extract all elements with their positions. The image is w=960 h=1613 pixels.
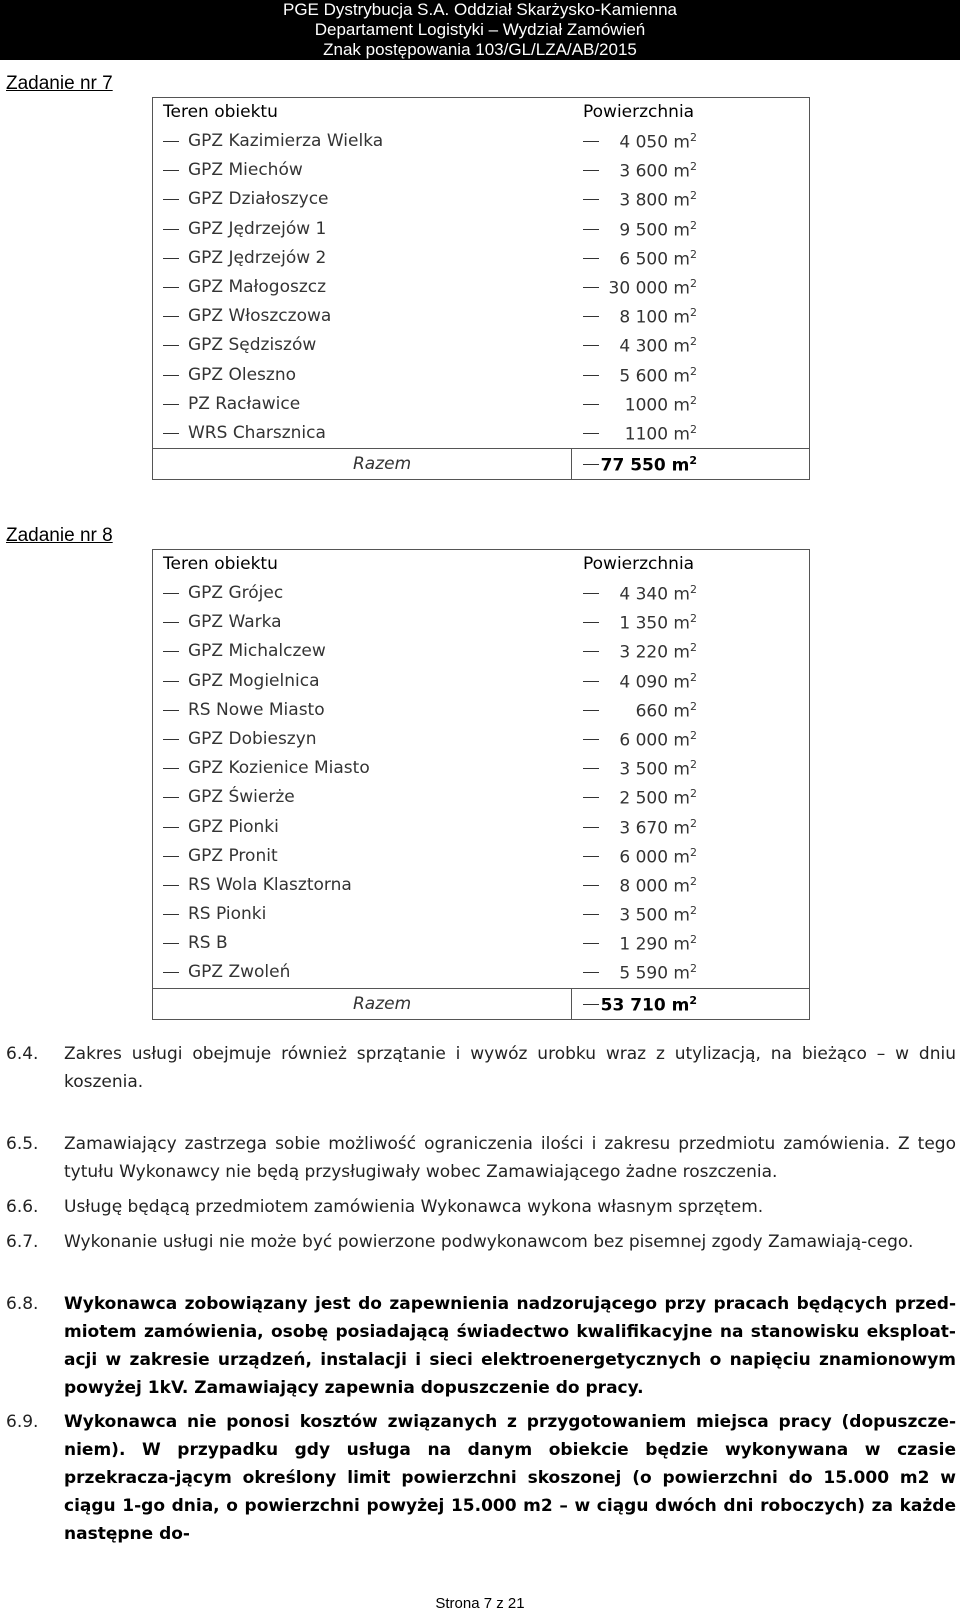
site-area: 3 220 $m^2$ (619, 641, 697, 664)
dash-mark (163, 622, 179, 623)
site-area: 3 800 $m^2$ (619, 189, 697, 212)
table-row (153, 215, 809, 244)
paragraph-text: Usługę będącą przedmiotem zamówienia Wykonawca wykona własnym sprzętem. (64, 1197, 764, 1217)
dash-mark (583, 287, 599, 288)
table-row (153, 667, 809, 696)
table-row (153, 331, 809, 360)
page-footer: Strona 7 z 21 (435, 1595, 525, 1612)
site-name: GPZ Włoszczowa (188, 306, 332, 327)
table-row (153, 813, 809, 842)
total-label: Razem (353, 993, 412, 1014)
column-header-site: Teren obiektu (163, 102, 278, 122)
site-name: GPZ Miechów (188, 160, 303, 181)
site-area: 8 100 $m^2$ (619, 306, 697, 328)
total-value: 77 550 $m^2$ (600, 454, 697, 476)
site-area: 1 350 $m^2$ (619, 612, 697, 634)
site-area: 30 000 $m^2$ (608, 276, 697, 299)
site-name: GPZ Mogielnica (188, 670, 320, 691)
dash-mark (583, 1004, 599, 1005)
dash-mark (583, 375, 599, 376)
dash-mark (583, 141, 599, 142)
header-reference: Znak postępowania 103/GL/LZA/AB/2015 (323, 40, 637, 59)
paragraph-number: 6.9. (6, 1412, 39, 1432)
total-value: 53 710 $m^2$ (600, 993, 697, 1016)
paragraph-6-7 (6, 1228, 956, 1256)
task7-label: Zadanie nr 7 (6, 73, 113, 94)
dash-mark (163, 943, 179, 944)
paragraph-number: 6.7. (6, 1232, 39, 1252)
total-row (153, 448, 809, 479)
dash-mark (583, 943, 599, 944)
dash-mark (583, 972, 599, 973)
paragraph-number: 6.5. (6, 1134, 39, 1154)
site-area: 4 340 $m^2$ (619, 583, 697, 605)
table-row (153, 156, 809, 185)
dash-mark (583, 404, 599, 405)
dash-mark (163, 170, 179, 171)
dash-mark (163, 375, 179, 376)
dash-mark (583, 856, 599, 857)
site-name: GPZ Jędrzejów 2 (188, 247, 327, 268)
header-company: PGE Dystrybucja S.A. Oddział Skarżysko-Kamienna (283, 0, 677, 19)
dash-mark (163, 651, 179, 652)
dash-mark (163, 316, 179, 317)
dash-mark (163, 972, 179, 973)
task7-rows (153, 127, 809, 448)
site-name: GPZ Zwoleń (188, 962, 291, 983)
dash-mark (583, 316, 599, 317)
paragraph-text: Wykonanie usługi nie może być powierzone podwykonawcom bez pisemnej zgody Zamawiają-cego. (64, 1232, 914, 1252)
dash-mark (583, 914, 599, 915)
paragraph-6-4 (6, 1040, 956, 1096)
task8-table (152, 549, 810, 1020)
site-name: GPZ Pronit (188, 845, 278, 866)
table-row (153, 579, 809, 608)
paragraph-number: 6.4. (6, 1044, 39, 1064)
site-name: GPZ Warka (188, 612, 282, 633)
paragraph-6-9 (6, 1408, 956, 1548)
dash-mark (163, 593, 179, 594)
paragraph-text: Wykonawca nie ponosi kosztów związanych z przygotowaniem miejsca pracy (dopuszcze-niem). W przypadku gdy usługa na danym obiekcie będzie wykonywana w czasie przekracza-jącym określony limit powierzchni skoszonej (o powierzchni do 15.000 m2 w ciągu 1-go dnia, o powierzchni powyżej 15.000 m2 – w ciągu dwóch dni roboczych) za każde następne do- (64, 1412, 956, 1544)
task8-label: Zadanie nr 8 (6, 525, 113, 546)
dash-mark (583, 827, 599, 828)
dash-mark (583, 885, 599, 886)
site-name: RS Nowe Miasto (188, 699, 325, 720)
site-name: RS Wola Klasztorna (188, 874, 352, 895)
table-row (153, 900, 809, 929)
dash-mark (583, 622, 599, 623)
site-name: GPZ Świerże (188, 787, 295, 808)
dash-mark (583, 199, 599, 200)
task8-rows (153, 579, 809, 988)
paragraph-number: 6.8. (6, 1294, 39, 1314)
table-row (153, 302, 809, 331)
dash-mark (163, 797, 179, 798)
task7-table (152, 97, 810, 480)
total-row (153, 988, 809, 1019)
dash-mark (163, 287, 179, 288)
column-divider (571, 449, 572, 479)
dash-mark (163, 433, 179, 434)
dash-mark (583, 464, 599, 465)
site-area: 1000 $m^2$ (624, 393, 697, 416)
site-area: 3 670 $m^2$ (619, 816, 697, 839)
dash-mark (583, 797, 599, 798)
table-header (153, 550, 809, 579)
dash-mark (163, 345, 179, 346)
column-header-area: Powierzchnia (583, 102, 695, 122)
site-area: 1100 $m^2$ (624, 422, 697, 445)
dash-mark (163, 768, 179, 769)
column-divider (571, 989, 572, 1019)
paragraph-6-5 (6, 1130, 956, 1186)
table-row (153, 958, 809, 987)
site-area: 1 290 $m^2$ (619, 933, 697, 955)
dash-mark (583, 170, 599, 171)
site-area: 6 500 $m^2$ (619, 247, 697, 270)
table-row (153, 783, 809, 812)
dash-mark (583, 258, 599, 259)
table-row (153, 929, 809, 958)
site-name: GPZ Małogoszcz (188, 276, 327, 297)
dash-mark (583, 593, 599, 594)
site-area: 9 500 $m^2$ (619, 218, 697, 241)
column-header-site: Teren obiektu (163, 554, 278, 574)
dash-mark (163, 885, 179, 886)
site-area: 6 000 $m^2$ (619, 845, 697, 868)
table-row (153, 754, 809, 783)
site-area: 5 590 $m^2$ (619, 962, 697, 985)
table-row (153, 273, 809, 302)
dash-mark (583, 710, 599, 711)
site-area: 4 090 $m^2$ (619, 670, 697, 693)
site-area: 2 500 $m^2$ (619, 787, 697, 809)
paragraph-6-6 (6, 1193, 956, 1221)
dash-mark (163, 710, 179, 711)
site-area: 4 050 $m^2$ (619, 131, 697, 153)
dash-mark (583, 433, 599, 434)
site-area: 5 600 $m^2$ (619, 364, 697, 387)
dash-mark (163, 739, 179, 740)
table-row (153, 871, 809, 900)
dash-mark (583, 739, 599, 740)
document-header (0, 0, 960, 60)
paragraph-number: 6.6. (6, 1197, 39, 1217)
site-name: GPZ Kazimierza Wielka (188, 131, 384, 151)
site-name: GPZ Oleszno (188, 364, 296, 385)
table-row (153, 361, 809, 390)
table-row (153, 696, 809, 725)
site-area: 6 000 $m^2$ (619, 728, 697, 751)
table-row (153, 608, 809, 637)
dash-mark (583, 768, 599, 769)
dash-mark (163, 404, 179, 405)
site-name: GPZ Kozienice Miasto (188, 758, 370, 779)
dash-mark (163, 199, 179, 200)
site-name: GPZ Grójec (188, 583, 284, 603)
dash-mark (583, 651, 599, 652)
site-name: GPZ Sędziszów (188, 335, 317, 356)
dash-mark (163, 827, 179, 828)
column-header-area: Powierzchnia (583, 554, 695, 574)
paragraph-text: Zakres usługi obejmuje również sprzątanie i wywóz urobku wraz z utylizacją, na bieżąco – w dniu koszenia. (64, 1044, 956, 1092)
site-name: GPZ Jędrzejów 1 (188, 218, 327, 239)
table-row (153, 842, 809, 871)
table-row (153, 419, 809, 448)
site-name: WRS Charsznica (188, 422, 326, 443)
dash-mark (583, 681, 599, 682)
table-row (153, 725, 809, 754)
site-name: GPZ Pionki (188, 816, 279, 837)
site-area: 3 500 $m^2$ (619, 758, 697, 780)
site-area: 3 600 $m^2$ (619, 160, 697, 182)
site-name: GPZ Działoszyce (188, 189, 329, 210)
table-row (153, 185, 809, 214)
table-row (153, 244, 809, 273)
site-name: PZ Racławice (188, 393, 301, 414)
site-name: GPZ Dobieszyn (188, 728, 317, 749)
dash-mark (163, 856, 179, 857)
dash-mark (163, 141, 179, 142)
table-row (153, 637, 809, 666)
dash-mark (583, 345, 599, 346)
site-name: RS B (188, 933, 228, 954)
paragraph-text: Wykonawca zobowiązany jest do zapewnienia nadzorującego przy pracach będących przed-miotem zamówienia, osobę posiadającą świadectwo kwalifikacyjne na stanowisku eksploat-acji w zakresie urządzeń, instalacji i sieci elektroenergetycznych o napięciu znamionowym powyżej 1kV. Zamawiający zapewnia dopuszczenie do pracy. (64, 1294, 956, 1398)
site-area: 3 500 $m^2$ (619, 904, 697, 926)
paragraph-6-8 (6, 1290, 956, 1402)
site-area: 660 $m^2$ (635, 699, 697, 722)
dash-mark (163, 914, 179, 915)
header-department: Departament Logistyki – Wydział Zamówień (314, 20, 646, 39)
site-area: 8 000 $m^2$ (619, 874, 697, 897)
table-row (153, 127, 809, 156)
total-label: Razem (353, 454, 412, 475)
site-area: 4 300 $m^2$ (619, 335, 697, 357)
dash-mark (163, 229, 179, 230)
dash-mark (163, 681, 179, 682)
site-name: RS Pionki (188, 904, 267, 925)
paragraph-text: Zamawiający zastrzega sobie możliwość ograniczenia ilości i zakresu przedmiotu zamówienia. Z tego tytułu Wykonawcy nie będą przysługiwały wobec Zamawiającego żadne roszczenia. (64, 1134, 956, 1182)
table-header (153, 98, 809, 127)
table-row (153, 390, 809, 419)
site-name: GPZ Michalczew (188, 641, 326, 662)
dash-mark (163, 258, 179, 259)
dash-mark (583, 229, 599, 230)
